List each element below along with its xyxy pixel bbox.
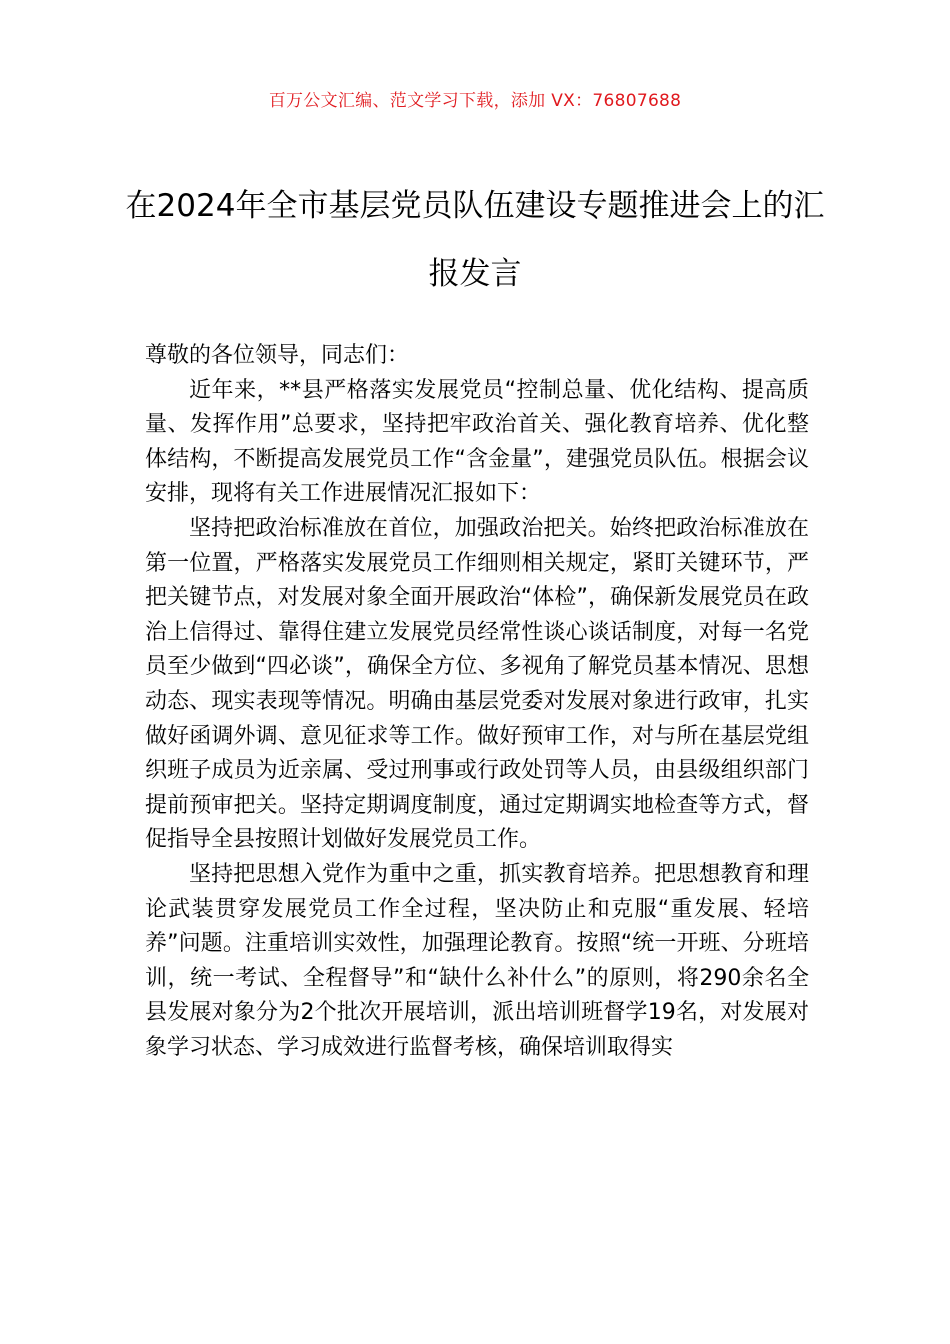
document-title: 在2024年全市基层党员队伍建设专题推进会上的汇报发言 bbox=[125, 188, 825, 292]
watermark-text: 百万公文汇编、范文学习下载，添加 VX：76807688 bbox=[268, 91, 682, 111]
salutation: 尊敬的各位领导，同志们： bbox=[145, 343, 410, 368]
paragraph-intro: 近年来，**县严格落实发展党员“控制总量、优化结构、提高质量、发挥作用”总要求，坚持把牢政治首关、强化教育培养、优化整体结构，不断提高发展党员工作“含金量”，建强党员队伍。根据会议安排，现将有关工作进展情况汇报如下： bbox=[145, 377, 809, 507]
document-body bbox=[145, 339, 809, 1065]
paragraph-education-training: 坚持把思想入党作为重中之重，抓实教育培养。把思想教育和理论武装贯穿发展党员工作全过程，坚决防止和克服“重发展、轻培养”问题。注重培训实效性，加强理论教育。按照“统一开班、分班培训，统一考试、全程督导”和“缺什么补什么”的原则，将290余名全县发展对象分为2个批次开展培训，派出培训班督学19名，对发展对象学习状态、学习成效进行监督考核，确保培训取得实 bbox=[145, 861, 809, 1060]
paragraph-political-review: 坚持把政治标准放在首位，加强政治把关。始终把政治标准放在第一位置，严格落实发展党员工作细则相关规定，紧盯关键环节，严把关键节点，对发展对象全面开展政治“体检”，确保新发展党员在政治上信得过、靠得住建立发展党员经常性谈心谈话制度，对每一名党员至少做到“四必谈”，确保全方位、多视角了解党员基本情况、思想动态、现实表现等情况。明确由基层党委对发展对象进行政审，扎实做好函调外调、意见征求等工作。做好预审工作，对与所在基层党组织班子成员为近亲属、受过刑事或行政处罚等人员，由县级组织部门提前预审把关。坚持定期调度制度，通过定期调实地检查等方式，督促指导全县按照计划做好发展党员工作。 bbox=[145, 515, 809, 853]
